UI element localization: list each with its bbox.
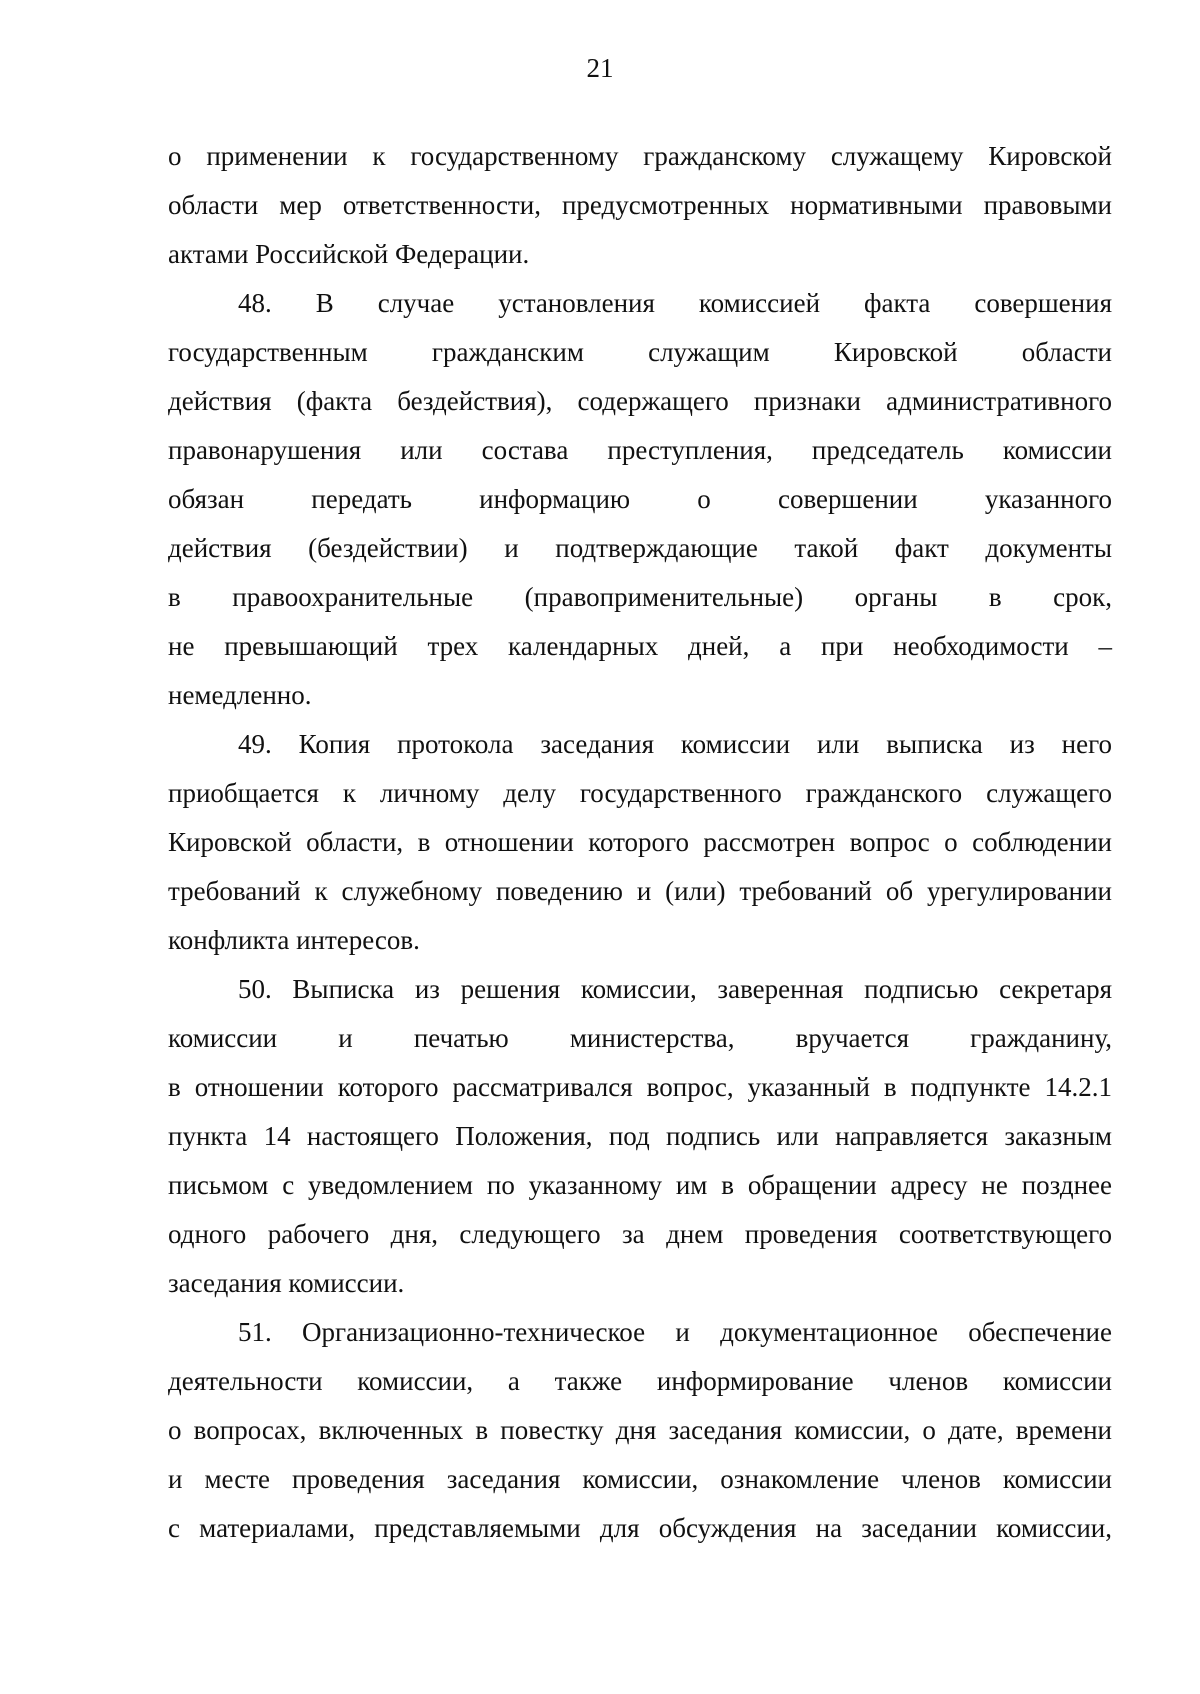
text-line: с материалами, представляемыми для обсуждения на заседании комиссии,: [168, 1513, 1112, 1543]
paragraph-49: [168, 720, 1112, 965]
text-line: деятельности комиссии, а также информирование членов комиссии: [168, 1366, 1112, 1396]
text-line: области мер ответственности, предусмотренных нормативными правовыми: [168, 190, 1112, 220]
text-line: 49. Копия протокола заседания комиссии или выписка из него: [238, 729, 1112, 759]
paragraph-50: [168, 965, 1112, 1308]
paragraph-51: [168, 1308, 1112, 1553]
text-line: одного рабочего дня, следующего за днем проведения соответствующего: [168, 1219, 1112, 1249]
paragraph-48: [168, 279, 1112, 720]
text-line: государственным гражданским служащим Кировской области: [168, 337, 1112, 367]
text-line: действия (бездействии) и подтверждающие такой факт документы: [168, 533, 1112, 563]
text-line: приобщается к личному делу государственного гражданского служащего: [168, 778, 1112, 808]
text-line: 48. В случае установления комиссией факта совершения: [238, 288, 1112, 318]
page-number: 21: [586, 53, 614, 83]
document-body: [168, 132, 1112, 1553]
text-line: 50. Выписка из решения комиссии, заверенная подписью секретаря: [238, 974, 1112, 1004]
text-line: немедленно.: [168, 680, 312, 710]
text-line: и месте проведения заседания комиссии, ознакомление членов комиссии: [168, 1464, 1112, 1494]
paragraph-continued: [168, 132, 1112, 279]
text-line: заседания комиссии.: [168, 1268, 405, 1298]
text-line: о применении к государственному гражданскому служащему Кировской: [168, 141, 1112, 171]
text-line: 51. Организационно-техническое и документационное обеспечение: [238, 1317, 1112, 1347]
text-line: актами Российской Федерации.: [168, 239, 530, 269]
text-line: Кировской области, в отношении которого рассмотрен вопрос о соблюдении: [168, 827, 1112, 857]
text-line: требований к служебному поведению и (или) требований об урегулировании: [168, 876, 1112, 906]
text-line: правонарушения или состава преступления, председатель комиссии: [168, 435, 1112, 465]
text-line: обязан передать информацию о совершении указанного: [168, 484, 1112, 514]
text-line: комиссии и печатью министерства, вручается гражданину,: [168, 1023, 1112, 1053]
text-line: в отношении которого рассматривался вопрос, указанный в подпункте 14.2.1: [168, 1072, 1112, 1102]
text-line: письмом с уведомлением по указанному им в обращении адресу не позднее: [168, 1170, 1112, 1200]
text-line: в правоохранительные (правоприменительные) органы в срок,: [168, 582, 1112, 612]
text-line: действия (факта бездействия), содержащего признаки административного: [168, 386, 1112, 416]
text-line: пункта 14 настоящего Положения, под подпись или направляется заказным: [168, 1121, 1112, 1151]
text-line: конфликта интересов.: [168, 925, 420, 955]
text-line: не превышающий трех календарных дней, а при необходимости –: [168, 631, 1112, 661]
text-line: о вопросах, включенных в повестку дня заседания комиссии, о дате, времени: [168, 1415, 1112, 1445]
